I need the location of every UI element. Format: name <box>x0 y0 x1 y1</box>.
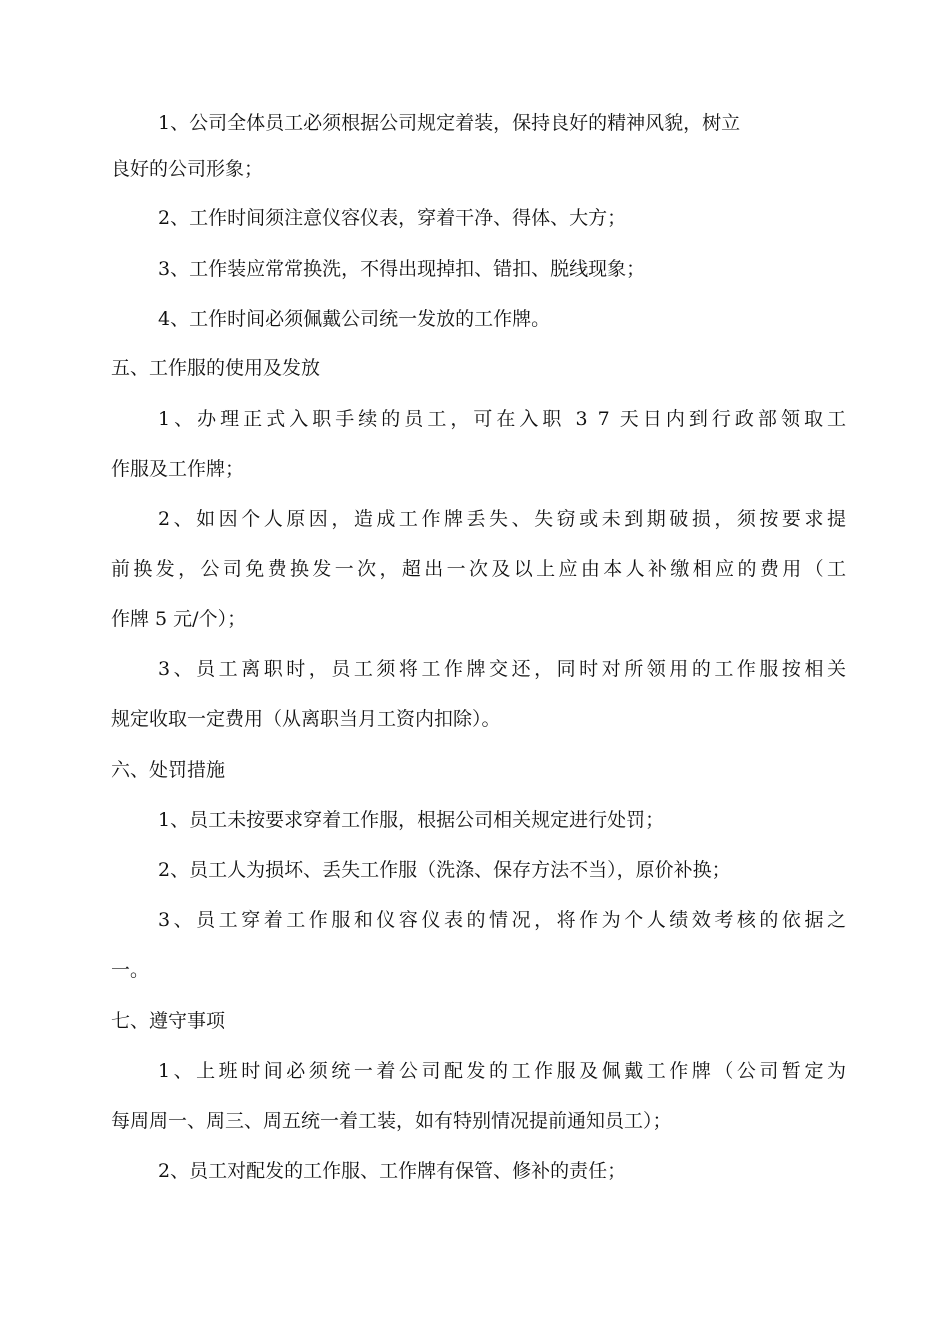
paragraph-line: 1、公司全体员工必须根据公司规定着装，保持良好的精神风貌，树立 <box>158 112 741 134</box>
paragraph-line: 1、上班时间必须统一着公司配发的工作服及佩戴工作牌（公司暂定为 <box>158 1060 846 1082</box>
paragraph-line: 1、员工未按要求穿着工作服，根据公司相关规定进行处罚； <box>158 809 665 831</box>
paragraph-line: 2、员工对配发的工作服、工作牌有保管、修补的责任； <box>158 1160 627 1182</box>
paragraph-line: 每周周一、周三、周五统一着工装，如有特别情况提前通知员工）； <box>111 1110 672 1132</box>
paragraph-line: 4、工作时间必须佩戴公司统一发放的工作牌。 <box>158 308 551 330</box>
paragraph-line: 3、员工穿着工作服和仪容仪表的情况，将作为个人绩效考核的依据之 <box>158 909 846 931</box>
paragraph-line: 2、如因个人原因，造成工作牌丢失、失窃或未到期破损，须按要求提 <box>158 508 846 530</box>
section-heading: 七、遵守事项 <box>111 1010 226 1032</box>
paragraph-line: 3、员工离职时，员工须将工作牌交还，同时对所领用的工作服按相关 <box>158 658 846 680</box>
paragraph-line: 3、工作装应常常换洗，不得出现掉扣、错扣、脱线现象； <box>158 258 646 280</box>
paragraph-line: 作牌 5 元/个）； <box>111 608 247 630</box>
paragraph-line: 一。 <box>111 959 150 981</box>
section-heading: 五、工作服的使用及发放 <box>111 357 321 379</box>
section-heading: 六、处罚措施 <box>111 759 226 781</box>
paragraph-line: 规定收取一定费用（从离职当月工资内扣除）。 <box>111 708 501 730</box>
paragraph-line: 作服及工作牌； <box>111 458 245 480</box>
paragraph-line: 2、员工人为损坏、丢失工作服（洗涤、保存方法不当），原价补换； <box>158 859 731 881</box>
paragraph-line: 前换发，公司免费换发一次，超出一次及以上应由本人补缴相应的费用（工 <box>111 558 846 580</box>
paragraph-line: 良好的公司形象； <box>111 158 264 180</box>
paragraph-line: 1、办理正式入职手续的员工，可在入职 3 7 天日内到行政部领取工 <box>158 408 846 430</box>
paragraph-line: 2、工作时间须注意仪容仪表，穿着干净、得体、大方； <box>158 207 627 229</box>
